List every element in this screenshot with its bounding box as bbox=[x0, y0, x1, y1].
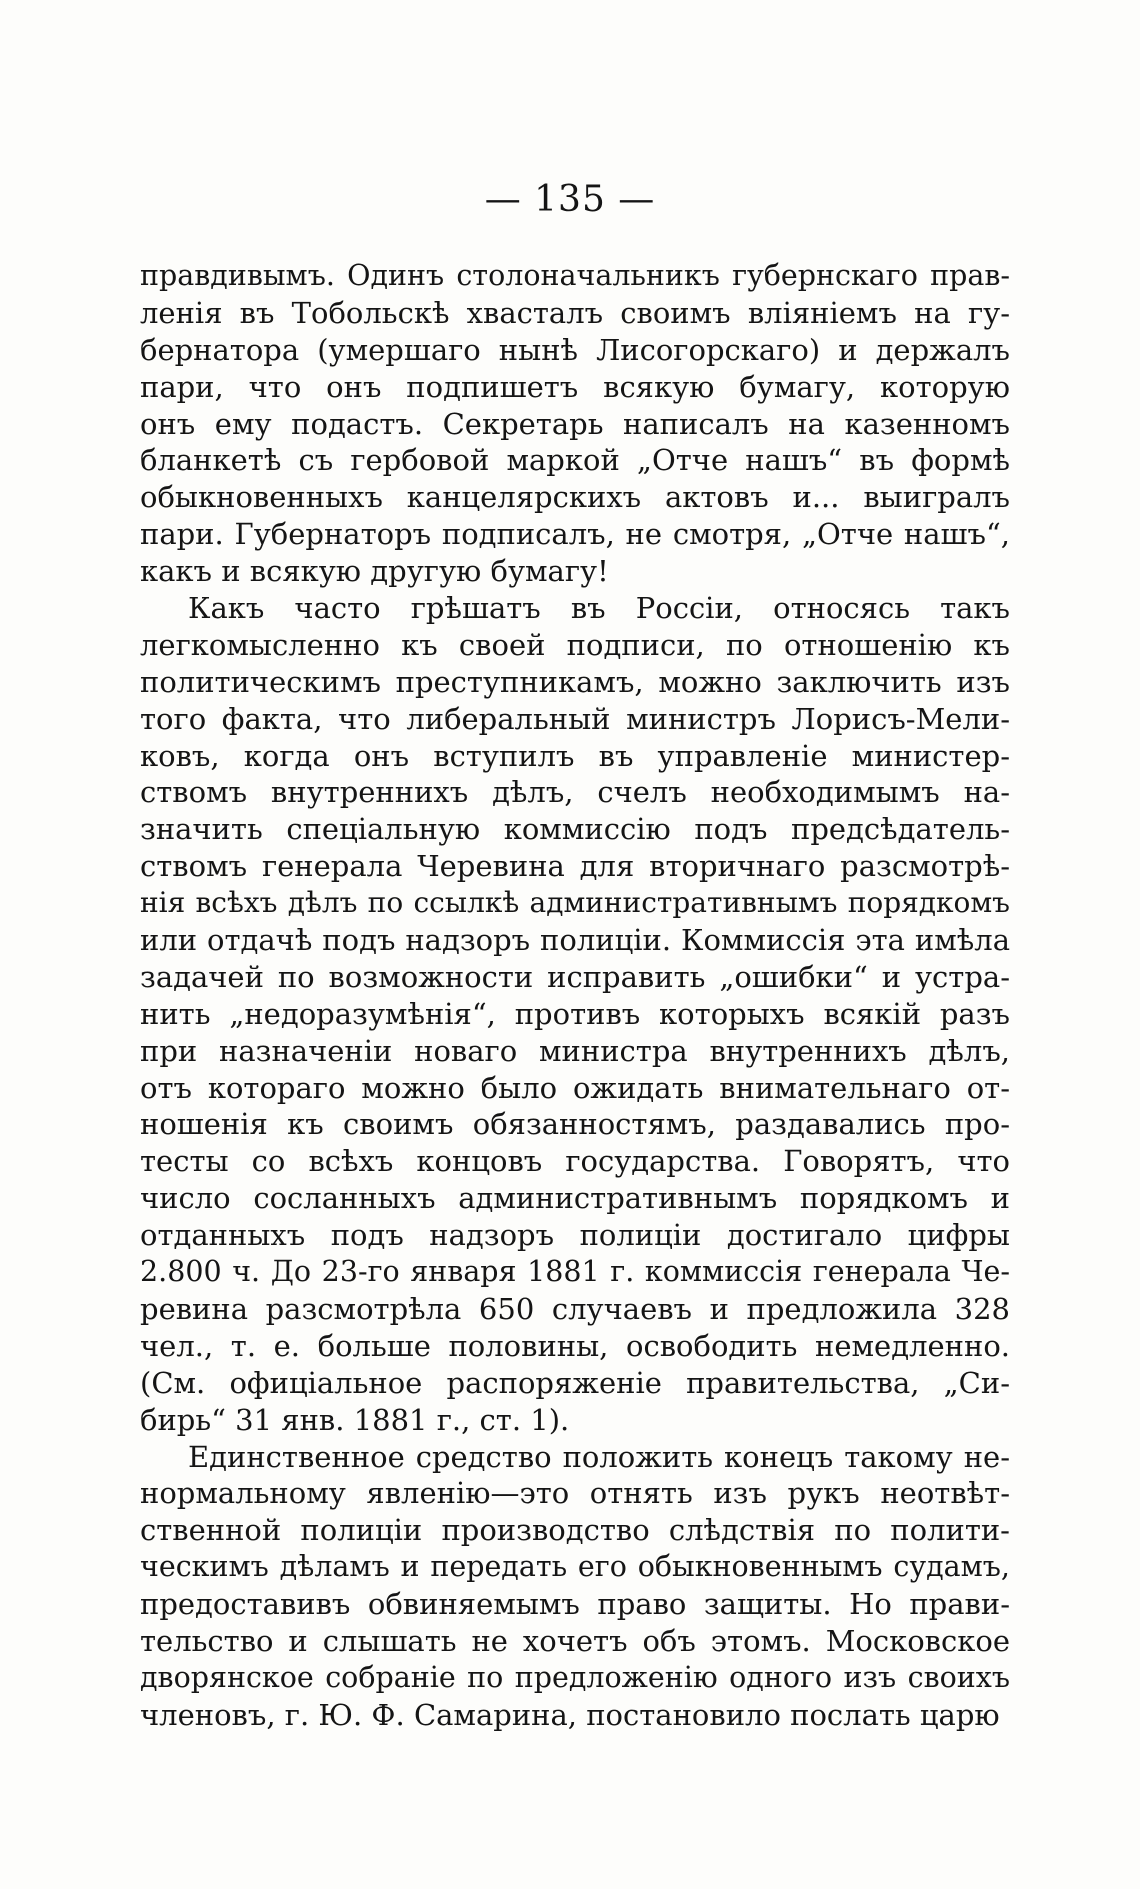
text-line: предоставивъ обвиняемымъ право защиты. Но прави- bbox=[140, 1587, 1010, 1622]
text-line: дворянское собраніе по предложенію одного изъ своихъ bbox=[140, 1660, 1010, 1694]
text-line: Единственное средство положить конецъ такому не- bbox=[188, 1439, 1010, 1474]
text-line: нія всѣхъ дѣлъ по ссылкѣ административнымъ порядкомъ bbox=[140, 886, 1010, 920]
text-line: бернатора (умершаго нынѣ Лисогорскаго) и держалъ bbox=[140, 332, 1010, 367]
text-line: того факта, что либеральный министръ Лорисъ-Мели- bbox=[140, 701, 1010, 736]
text-line: при назначеніи новаго министра внутреннихъ дѣлъ, bbox=[140, 1033, 1010, 1068]
text-line: отданныхъ подъ надзоръ полиціи достигало цифры bbox=[140, 1218, 1010, 1253]
text-line: бирь“ 31 янв. 1881 г., ст. 1). bbox=[140, 1402, 570, 1437]
text-line: ношенія къ своимъ обязанностямъ, раздавались про- bbox=[140, 1107, 1010, 1142]
text-line: онъ ему подастъ. Секретарь написалъ на казенномъ bbox=[140, 406, 1010, 441]
text-line: задачей по возможности исправить „ошибки“ и устра- bbox=[140, 959, 1010, 994]
paragraph-1 bbox=[140, 258, 1010, 590]
text-line: ленія въ Тобольскѣ хвасталъ своимъ вліяніемъ на гу- bbox=[140, 295, 1010, 330]
text-line: ственной полиціи производство слѣдствія по полити- bbox=[140, 1513, 1010, 1548]
text-line: политическимъ преступникамъ, можно заключить изъ bbox=[140, 664, 1010, 699]
text-line: число сосланныхъ административнымъ порядкомъ и bbox=[140, 1181, 1010, 1216]
text-line: тельство и слышать не хочетъ объ этомъ. Московское bbox=[140, 1623, 1010, 1658]
text-line: ковъ, когда онъ вступилъ въ управленіе министер- bbox=[140, 738, 1010, 773]
text-line: отъ котораго можно было ожидать внимательнаго от- bbox=[140, 1070, 1010, 1105]
text-line: какъ и всякую другую бумагу! bbox=[140, 554, 609, 589]
text-line: нормальному явленію—это отнять изъ рукъ неотвѣт- bbox=[140, 1476, 1010, 1511]
text-line: ревина разсмотрѣла 650 случаевъ и предложила 328 bbox=[140, 1291, 1010, 1326]
text-line: значить спеціальную коммиссію подъ предсѣдатель- bbox=[140, 812, 1010, 847]
text-line: бланкетѣ съ гербовой маркой „Отче нашъ“ въ формѣ bbox=[140, 443, 1010, 478]
text-line: ствомъ внутреннихъ дѣлъ, счелъ необходимымъ на- bbox=[140, 775, 1010, 810]
text-line: нить „недоразумѣнія“, противъ которыхъ всякій разъ bbox=[140, 996, 1010, 1031]
page-number: — 135 — bbox=[484, 179, 656, 220]
text-line: 2.800 ч. До 23-го января 1881 г. коммиссія генерала Че- bbox=[140, 1255, 1010, 1289]
text-line: пари, что онъ подпишетъ всякую бумагу, которую bbox=[140, 369, 1010, 404]
text-line: легкомысленно къ своей подписи, по отношенію къ bbox=[140, 627, 1010, 662]
paragraph-2 bbox=[140, 590, 1010, 1438]
text-line: или отдачѣ подъ надзоръ полиціи. Коммиссія эта имѣла bbox=[140, 923, 1010, 958]
text-line: ческимъ дѣламъ и передать его обыкновеннымъ судамъ, bbox=[140, 1550, 1010, 1584]
text-line: членовъ, г. Ю. Ф. Самарина, постановило послать царю bbox=[140, 1697, 1000, 1732]
text-line: правдивымъ. Одинъ столоначальникъ губернскаго прав- bbox=[140, 259, 1010, 292]
text-line: Какъ часто грѣшатъ въ Россіи, относясь такъ bbox=[188, 591, 1010, 626]
text-line: (См. офиціальное распоряженіе правительства, „Си- bbox=[140, 1365, 1010, 1400]
text-line: тесты со всѣхъ концовъ государства. Говорятъ, что bbox=[140, 1144, 1010, 1179]
text-line: чел., т. е. больше половины, освободить немедленно. bbox=[140, 1328, 1010, 1363]
body-text bbox=[140, 258, 1010, 1734]
text-line: пари. Губернаторъ подписалъ, не смотря, „Отче нашъ“, bbox=[140, 517, 1010, 552]
text-line: ствомъ генерала Черевина для вторичнаго разсмотрѣ- bbox=[140, 849, 1010, 884]
paragraph-3 bbox=[140, 1439, 1010, 1734]
text-line: обыкновенныхъ канцелярскихъ актовъ и... выигралъ bbox=[140, 480, 1010, 515]
